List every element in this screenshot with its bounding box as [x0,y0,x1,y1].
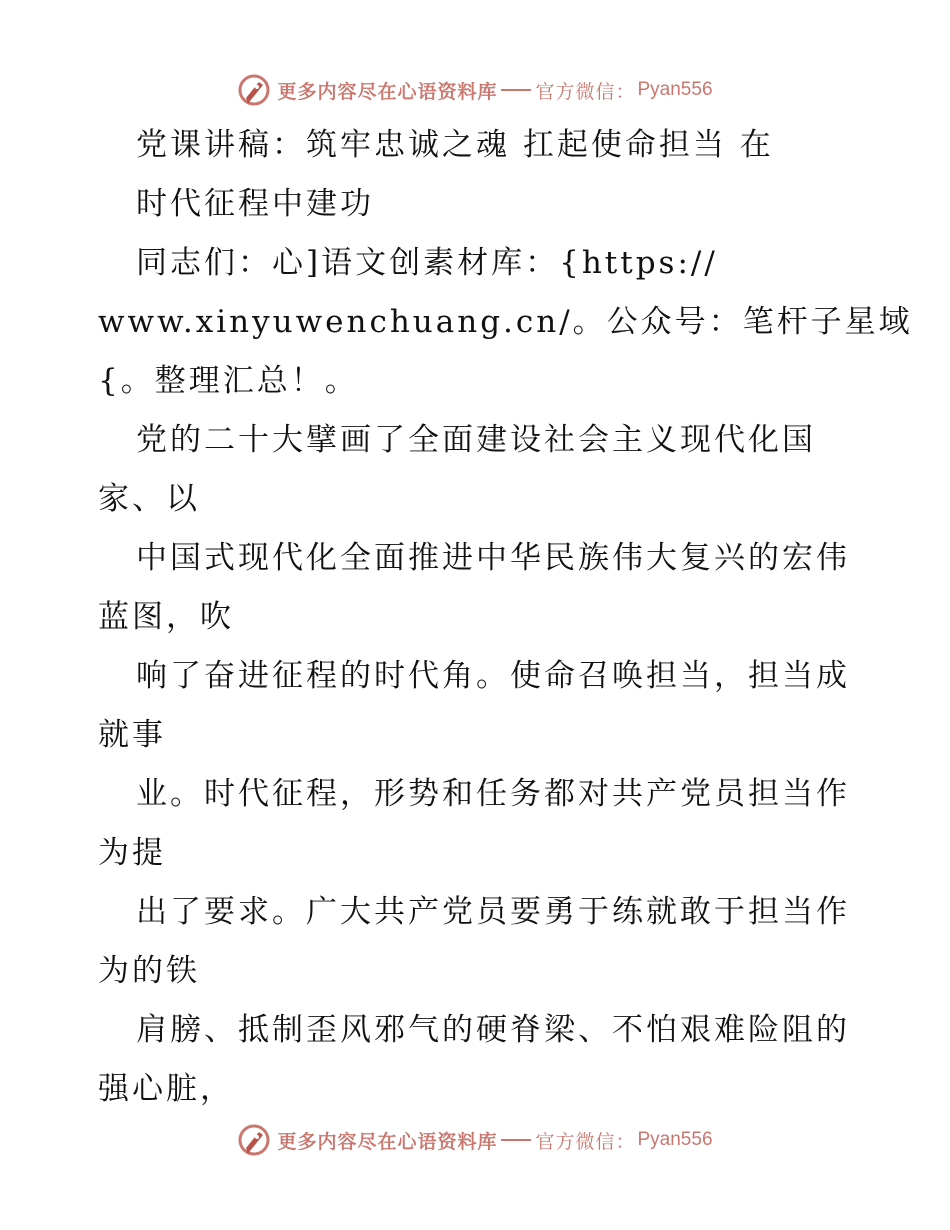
banner-brand-text: 更多内容尽在心语资料库 [277,1130,498,1153]
text-line: 为的铁 [98,953,200,989]
text-line: 肩膀、抵制歪风邪气的硬脊梁、不怕艰难险阻的 [136,1012,850,1048]
banner-wechat-id: Pyan556 [637,79,713,100]
text-line: 家、以 [98,481,200,517]
banner-brand-text: 更多内容尽在心语资料库 [277,80,498,103]
text-line: 党的二十大擘画了全面建设社会主义现代化国 [136,422,816,458]
pen-nib-logo-icon [237,73,271,107]
text-line: 为提 [98,835,166,871]
text-line: 党课讲稿：筑牢忠诚之魂 扛起使命担当 在 [136,127,774,163]
document-body [98,116,913,1119]
banner-wechat-label: 官方微信： [535,80,636,103]
text-line: 中国式现代化全面推进中华民族伟大复兴的宏伟 [136,540,850,576]
text-line: 蓝图，吹 [98,599,234,635]
text-line: 出了要求。广大共产党员要勇于练就敢于担当作 [136,894,850,930]
text-line: 时代征程中建功 [136,186,374,222]
text-line: 业。时代征程，形势和任务都对共产党员担当作 [136,776,850,812]
footer-banner [0,1120,950,1160]
text-line: 同志们：心]语文创素材库：{https:// [136,245,718,281]
text-line: 强心脏， [98,1071,234,1107]
text-line: www.xinyuwenchuang.cn/。公众号：笔杆子星域 [98,304,913,340]
banner-dash [501,1139,531,1141]
text-line: {。整理汇总！。 [98,363,359,399]
banner-wechat-id: Pyan556 [637,1129,713,1150]
text-line: 就事 [98,717,166,753]
banner-wechat-label: 官方微信： [535,1130,636,1153]
banner-dash [501,89,531,91]
header-banner [0,70,950,110]
pen-nib-logo-icon [237,1123,271,1157]
text-line: 响了奋进征程的时代角。使命召唤担当，担当成 [136,658,850,694]
